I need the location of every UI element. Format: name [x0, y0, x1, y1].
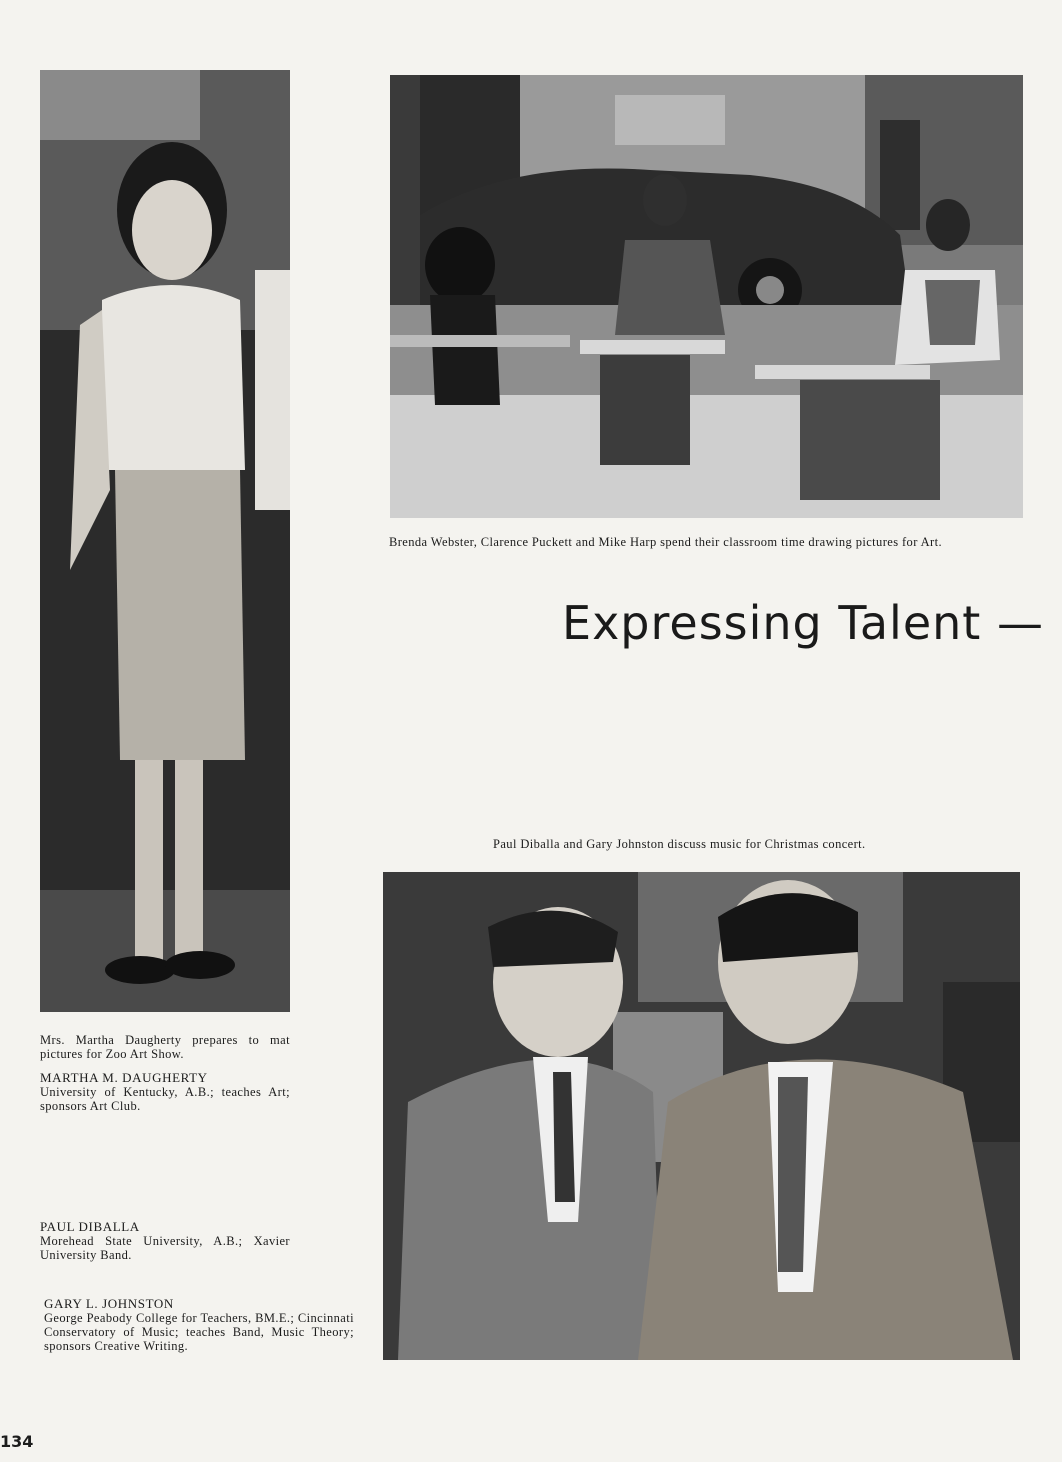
art-class-caption: Brenda Webster, Clarence Puckett and Mike Harp spend their classroom time drawing pictures for Art.: [389, 535, 942, 549]
faculty-details: University of Kentucky, A.B.; teaches Art; sponsors Art Club.: [40, 1085, 290, 1113]
art-class-illustration: [390, 75, 1023, 518]
faculty-bio: [40, 1220, 290, 1262]
faculty-bio: [44, 1297, 354, 1353]
faculty-name: GARY L. JOHNSTON: [44, 1296, 174, 1311]
music-discussion-caption: Paul Diballa and Gary Johnston discuss music for Christmas concert.: [493, 837, 866, 851]
daugherty-photo: [40, 70, 290, 1012]
music-discussion-illustration: [383, 872, 1020, 1360]
page-number: 134: [0, 1432, 34, 1451]
faculty-bio: [40, 1071, 290, 1113]
daugherty-photo-caption: Mrs. Martha Daugherty prepares to mat pictures for Zoo Art Show.: [40, 1033, 290, 1061]
page-headline: Expressing Talent —: [562, 596, 1044, 650]
faculty-details: George Peabody College for Teachers, BM.E.; Cincinnati Conservatory of Music; teaches Band, Music Theory; sponsors Creative Writing.: [44, 1311, 354, 1353]
art-class-photo: [390, 75, 1023, 518]
faculty-details: Morehead State University, A.B.; Xavier University Band.: [40, 1234, 290, 1262]
music-discussion-photo: [383, 872, 1020, 1360]
faculty-name: MARTHA M. DAUGHERTY: [40, 1070, 208, 1085]
daugherty-photo-illustration: [40, 70, 290, 1012]
faculty-name: PAUL DIBALLA: [40, 1219, 140, 1234]
